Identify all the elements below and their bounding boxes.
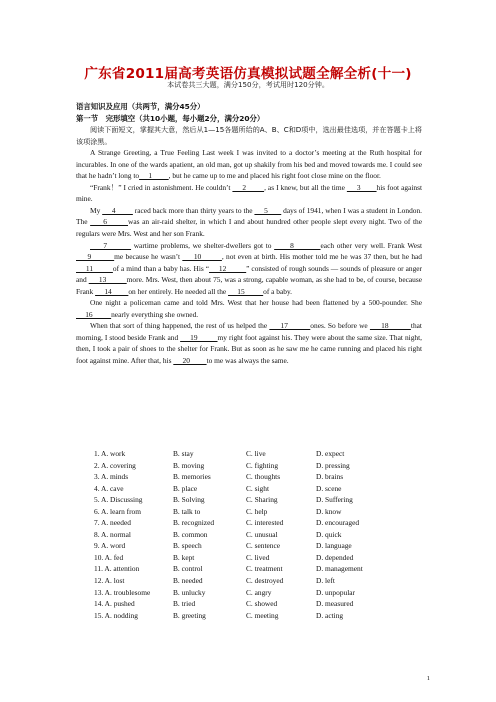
option: B. needed: [173, 576, 203, 586]
option-row: [94, 495, 414, 507]
passage-text: A Strange Greeting, a True Feeling Last week I was invited to a doctor’s meeting at the Ruth hospital for incurables. In one of the wards apatient, an old man, got up shakily from his bed and moved towards me. I could see that he hadn’t long to: [76, 148, 422, 181]
option-row: [94, 564, 414, 576]
passage-text: my right foot against his. They were about the same size. That night, then, I took a pair of shoes to the shelter for Frank. But as soon as he saw me he came running and placed his right foot against mine. After that, his: [76, 332, 423, 366]
option-row: [94, 541, 414, 553]
option: C. meeting: [246, 610, 279, 620]
blank-15: 15: [228, 286, 264, 296]
option-row: [94, 484, 414, 496]
option: C. thoughts: [246, 472, 281, 482]
passage-text: was an air-raid shelter, in which I and about hundred other people slept every night. Two of the regulars were Mrs. West and her son Frank.: [76, 217, 423, 239]
option: D. management: [316, 564, 363, 574]
option: C. interested: [246, 518, 284, 528]
option: 2. A. covering: [94, 460, 136, 470]
option: B. unlucky: [173, 587, 206, 597]
option-row: [94, 461, 414, 473]
passage-text: nearly everything she owned.: [111, 309, 199, 319]
option: 13. A. troublesome: [94, 587, 151, 597]
option: B. tried: [173, 599, 196, 609]
blank-3: 3: [346, 182, 377, 192]
option: B. kept: [173, 552, 195, 562]
option: 9. A. word: [94, 541, 126, 551]
option: C. sight: [246, 483, 269, 493]
option: C. destroyed: [246, 576, 284, 586]
option: D. brains: [316, 472, 344, 482]
option: 7. A. needed: [94, 518, 131, 528]
option: D. depended: [316, 552, 354, 562]
option: C. sentence: [246, 541, 281, 551]
passage-text: days of 1941, when I was a student in London. The: [76, 205, 422, 227]
page-number: 1: [426, 675, 430, 682]
option: D. Suffering: [316, 495, 353, 505]
option: D. encouraged: [316, 518, 360, 528]
blank-8: 8: [274, 240, 321, 250]
passage-text: , as I knew, but all the time: [264, 182, 347, 192]
option-row: [94, 472, 414, 484]
passage-text: on her entirely. He needed all the: [128, 286, 229, 296]
option: 12. A. lost: [94, 576, 125, 586]
option: B. moving: [173, 460, 205, 470]
option: B. control: [173, 564, 203, 574]
blank-20: 20: [173, 356, 207, 366]
option: B. speech: [173, 541, 202, 551]
option-row: [94, 588, 414, 600]
option: 6. A. learn from: [94, 506, 141, 516]
document-title: 广东省2011届高考英语仿真模拟试题全解全析(十一): [84, 66, 412, 82]
option: C. angry: [246, 587, 272, 597]
option: D. scene: [316, 483, 342, 493]
passage-text: each other very well. Frank West: [320, 240, 422, 250]
passage-text: more. Mrs. West, then about 75, was a strong, capable woman, as she had to be, of course, because Frank: [76, 275, 423, 296]
option: C. unusual: [246, 529, 278, 539]
option: B. greeting: [173, 610, 206, 620]
instructions: 阅读下面短文，掌握其大意，然后从1—15各题所给的A、B、C和D项中，选出最佳选项，并在答题卡上将该项涂黑。: [76, 125, 422, 146]
option: D. measured: [316, 599, 354, 609]
option: B. recognized: [173, 518, 215, 528]
option-row: [94, 611, 414, 623]
passage-text: , but he came up to me and placed his right foot close mine on the floor.: [168, 171, 381, 181]
option: D. pressing: [316, 460, 350, 470]
option: D. left: [316, 576, 335, 586]
passage-paragraph: [76, 205, 422, 240]
passage-text: wartime problems, we shelter-dwellers got to: [131, 240, 275, 250]
option-row: [94, 518, 414, 530]
blank-5: 5: [254, 205, 282, 215]
document-body: [76, 101, 422, 367]
blank-18: 18: [369, 321, 411, 331]
option: B. memories: [173, 472, 211, 482]
passage-text: me because he wasn’t: [114, 252, 183, 262]
option: B. stay: [173, 449, 194, 458]
blank-19: 19: [180, 332, 218, 342]
option: 4. A. cave: [94, 483, 124, 493]
option: C. Sharing: [246, 495, 278, 505]
passage-text: raced back more than thirty years to the: [132, 205, 255, 215]
option: 11. A. attention: [94, 564, 140, 574]
passage-text: ones. So before we: [310, 321, 370, 331]
option-row: [94, 507, 414, 519]
option: 3. A. minds: [94, 472, 129, 482]
option: 15. A. nodding: [94, 610, 138, 620]
blank-10: 10: [182, 252, 222, 262]
option: D. unpopular: [316, 587, 355, 597]
passage-text: of a baby.: [263, 286, 293, 296]
blank-2: 2: [232, 182, 265, 192]
passage-text: One night a policeman came and told Mrs. West that her house had been flattened by a 500-pounder. She: [90, 298, 422, 308]
section-subheading: 第一节 完形填空（共10小题，每小题2分，满分20分）: [76, 113, 265, 123]
option: B. place: [173, 483, 198, 493]
blank-16: 16: [76, 309, 112, 319]
option: 1. A. work: [94, 449, 126, 458]
option: C. fighting: [246, 460, 279, 470]
passage-text: When that sort of thing happened, the rest of us helped the: [90, 321, 270, 331]
blank-9: 9: [76, 252, 115, 262]
option: B. talk to: [173, 506, 201, 516]
passage-text: his foot against mine.: [76, 182, 423, 204]
option: C. live: [246, 449, 266, 458]
option: B. common: [173, 529, 208, 539]
blank-7: 7: [90, 240, 132, 250]
option: D. quick: [316, 529, 342, 539]
option: B. Solving: [173, 495, 205, 505]
option-row: [94, 449, 414, 461]
blank-12: 12: [209, 263, 247, 273]
passage-text: of a mind than a baby has. His “: [112, 263, 210, 273]
passage-text: that morning, I stood beside Frank and: [76, 321, 422, 342]
passage-paragraph: [76, 240, 422, 298]
option: C. lived: [246, 552, 270, 562]
document-subtitle: 本试卷共三大题，满分150分，考试用时120分钟。: [167, 80, 329, 89]
option: D. know: [316, 506, 342, 516]
blank-4: 4: [102, 205, 133, 215]
option: 5. A. Discussing: [94, 495, 143, 505]
option: D. acting: [316, 610, 344, 620]
option: D. expect: [316, 449, 345, 458]
blank-14: 14: [95, 286, 129, 296]
option: C. showed: [246, 599, 278, 609]
blank-17: 17: [269, 321, 311, 331]
part-heading: 语言知识及应用（共两节，满分45分）: [76, 102, 205, 111]
answer-options: [94, 449, 414, 622]
option-row: [94, 553, 414, 565]
option: D. language: [316, 541, 352, 551]
blank-1: 1: [139, 171, 169, 181]
option-row: [94, 530, 414, 542]
option: 8. A. normal: [94, 529, 131, 539]
passage-text: ” consisted of rough sounds — sounds of pleasure or anger and: [76, 263, 423, 285]
option: 14. A. pushed: [94, 599, 135, 609]
passage-paragraph: [76, 297, 422, 320]
blank-11: 11: [76, 263, 113, 273]
option-row: [94, 576, 414, 588]
passage-text: “Frank！” I cried in astonishment. He couldn’t: [90, 182, 233, 192]
passage-text: to me was always the same.: [206, 356, 289, 366]
passage-paragraph: [76, 147, 422, 182]
passage-paragraph: [76, 320, 422, 366]
option: C. treatment: [246, 564, 283, 574]
passage-text: My: [90, 205, 103, 215]
blank-6: 6: [90, 217, 129, 227]
passage-paragraph: [76, 182, 422, 205]
passage-text: , not even at birth. His mother told me he was 37 then, but he had: [221, 252, 422, 262]
option-row: [94, 599, 414, 611]
option: C. help: [246, 506, 268, 516]
blank-13: 13: [88, 275, 127, 285]
option: 10. A. fed: [94, 552, 124, 562]
